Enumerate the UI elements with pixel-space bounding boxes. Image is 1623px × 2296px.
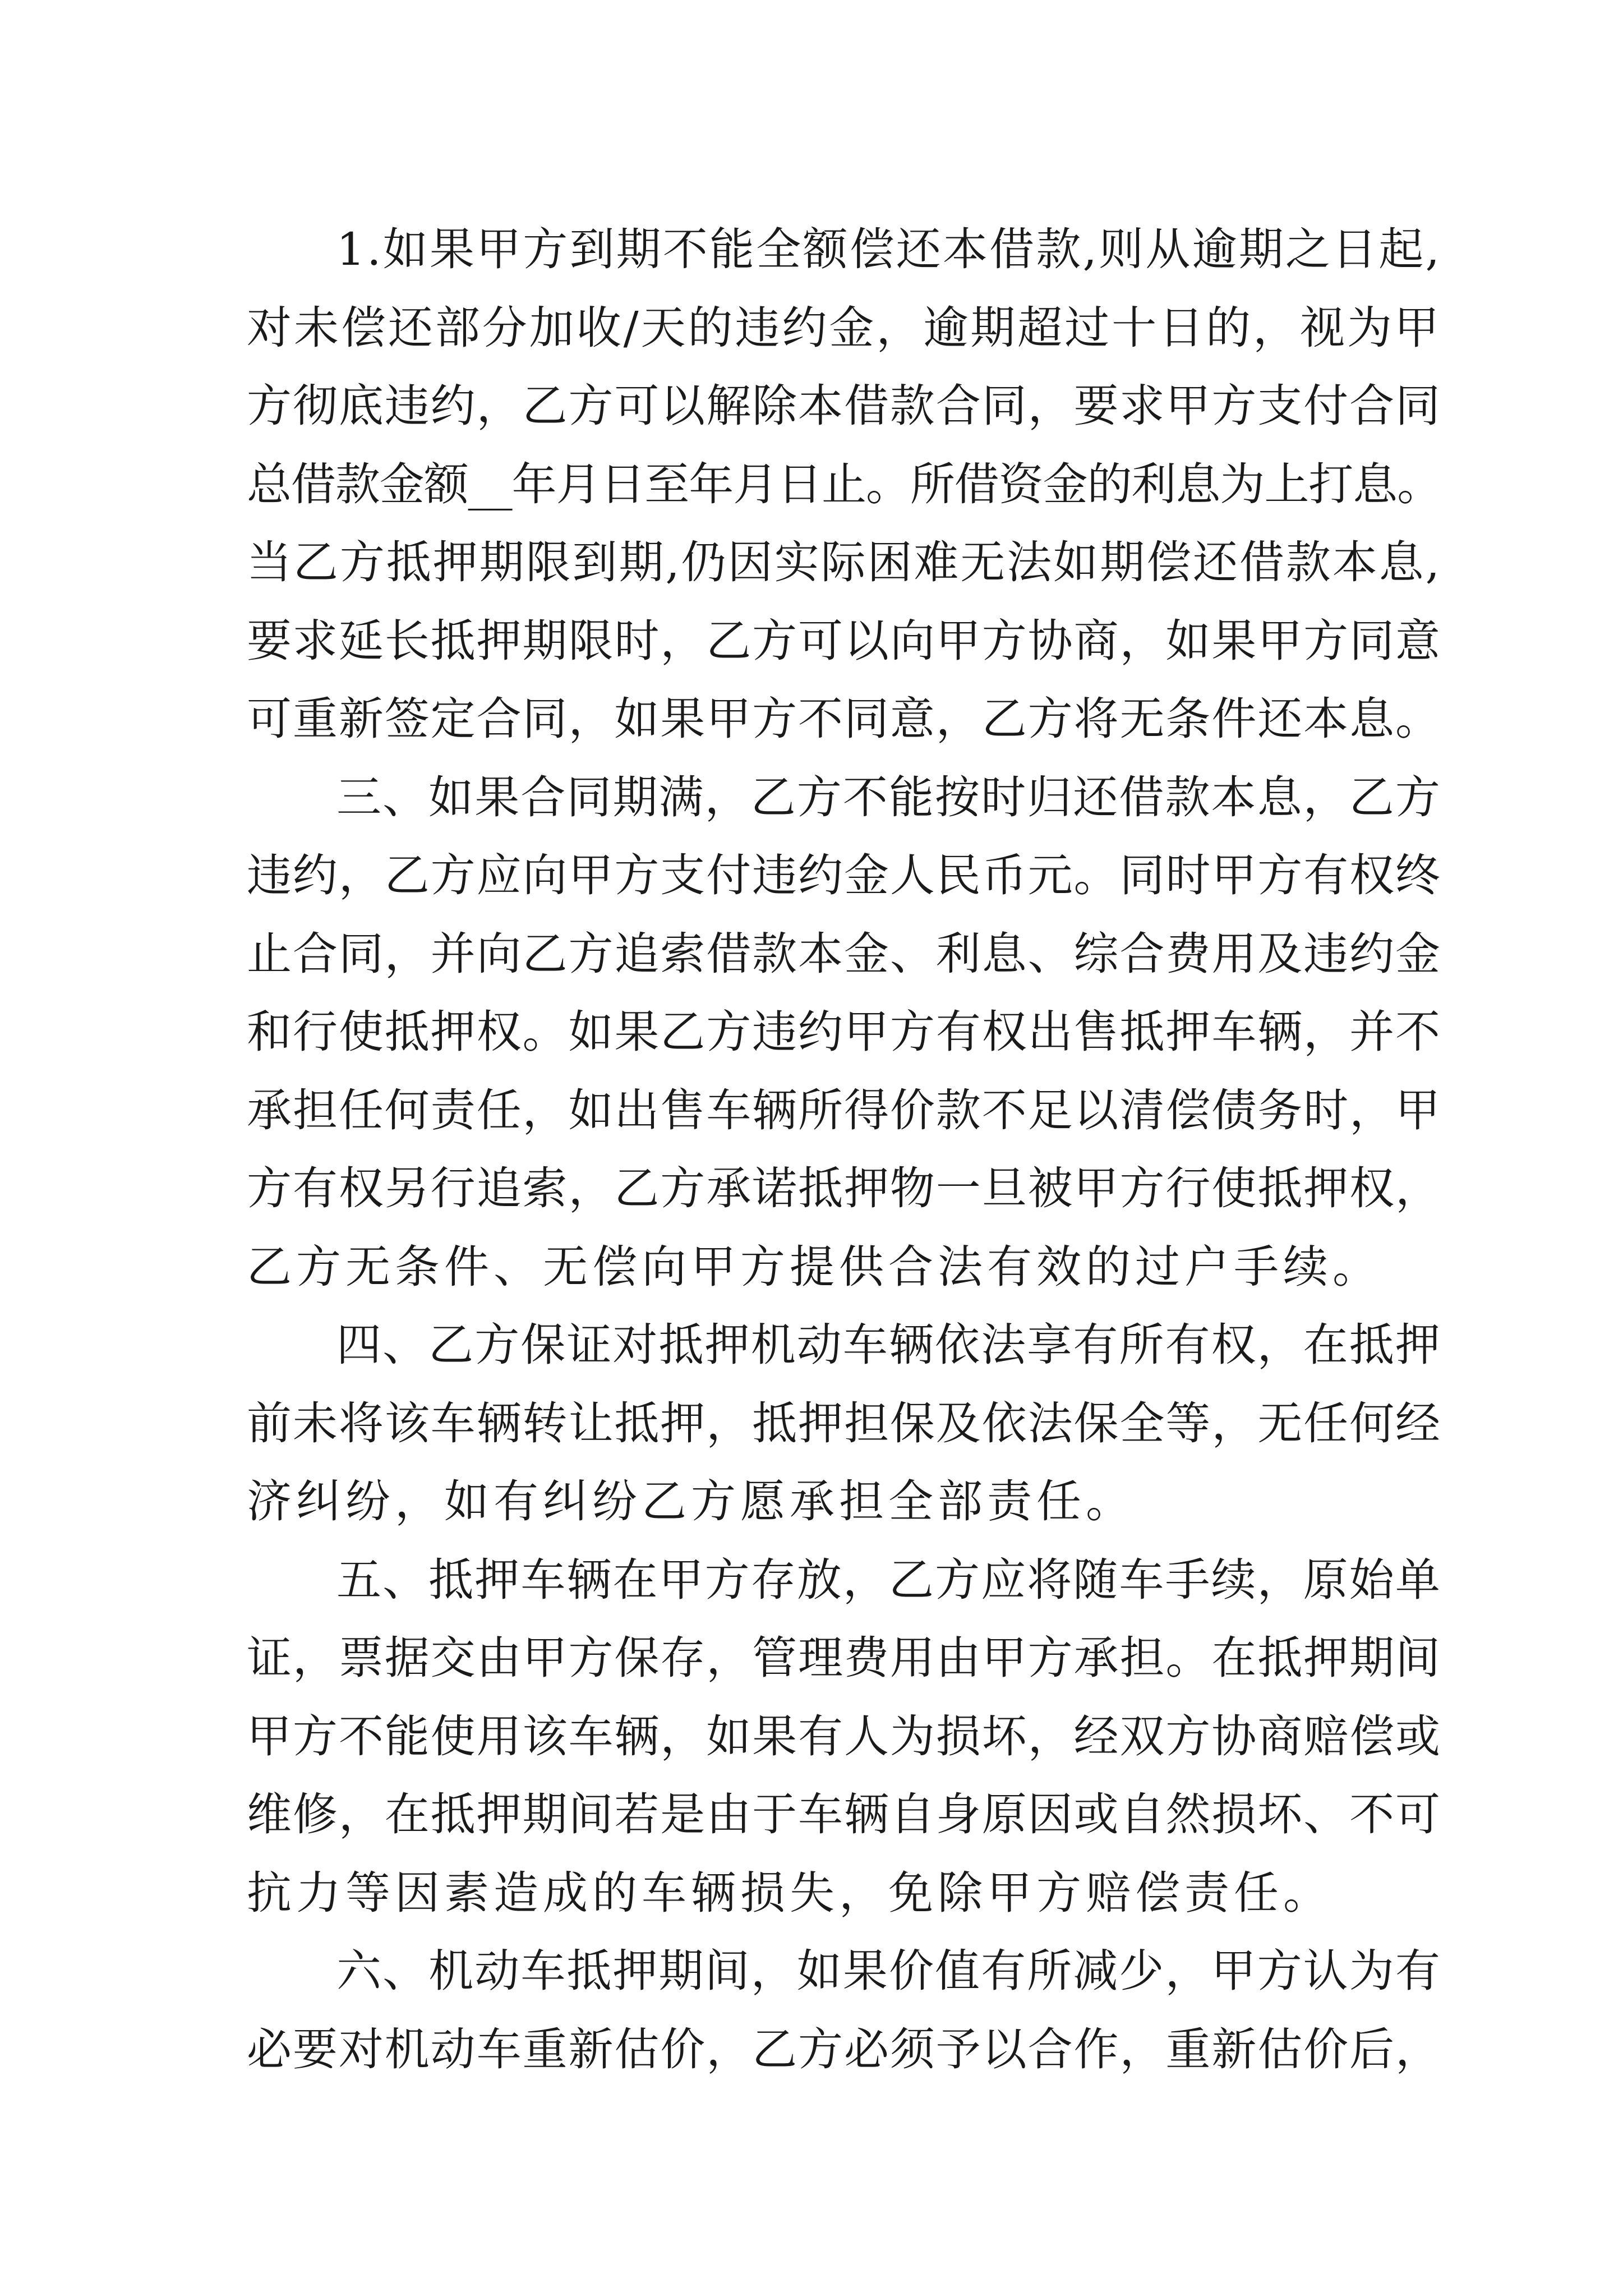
document-body	[247, 210, 1441, 2088]
paragraph-line: 方彻底违约，乙方可以解除本借款合同，要求甲方支付合同	[247, 380, 1441, 432]
paragraph-line: 五、抵押车辆在甲方存放，乙方应将随车手续，原始单	[336, 1553, 1441, 1606]
paragraph-line: 方有权另行追索，乙方承诺抵押物一旦被甲方行使抵押权，	[247, 1162, 1441, 1214]
paragraph-line: 当乙方抵押期限到期,仍因实际困难无法如期偿还借款本息,	[247, 536, 1441, 588]
paragraph-line: 1.如果甲方到期不能全额偿还本借款,则从逾期之日起,	[336, 223, 1442, 275]
paragraph-line: 违约，乙方应向甲方支付违约金人民币元。同时甲方有权终	[247, 849, 1441, 901]
paragraph-line: 三、如果合同期满，乙方不能按时归还借款本息，乙方	[336, 771, 1441, 823]
paragraph-line: 要求延长抵押期限时，乙方可以向甲方协商，如果甲方同意	[247, 614, 1441, 667]
paragraph-line: 可重新签定合同，如果甲方不同意，乙方将无条件还本息。	[247, 693, 1441, 745]
paragraph-line: 抗力等因素造成的车辆损失，免除甲方赔偿责任。	[247, 1866, 1332, 1919]
paragraph-line: 证，票据交由甲方保存，管理费用由甲方承担。在抵押期间	[247, 1632, 1441, 1684]
paragraph-line: 乙方无条件、无偿向甲方提供合法有效的过户手续。	[247, 1240, 1382, 1293]
paragraph-line: 和行使抵押权。如果乙方违约甲方有权出售抵押车辆，并不	[247, 1006, 1441, 1058]
paragraph-line: 前未将该车辆转让抵押，抵押担保及依法保全等，无任何经	[247, 1397, 1441, 1450]
paragraph-line: 四、乙方保证对抵押机动车辆依法享有所有权，在抵押	[336, 1319, 1441, 1371]
paragraph-line: 必要对机动车重新估价，乙方必须予以合作，重新估价后，	[247, 2023, 1441, 2076]
paragraph-line: 对未偿还部分加收/天的违约金，逾期超过十日的，视为甲	[247, 301, 1441, 354]
paragraph-line: 维修，在抵押期间若是由于车辆自身原因或自然损坏、不可	[247, 1788, 1441, 1841]
paragraph-line: 甲方不能使用该车辆，如果有人为损坏，经双方协商赔偿或	[247, 1710, 1441, 1763]
paragraph-line: 总借款金额__年月日至年月日止。所借资金的利息为上打息。	[247, 458, 1442, 510]
paragraph-line: 济纠纷，如有纠纷乙方愿承担全部责任。	[247, 1475, 1135, 1527]
paragraph-line: 承担任何责任，如出售车辆所得价款不足以清偿债务时，甲	[247, 1084, 1441, 1137]
paragraph-line: 六、机动车抵押期间，如果价值有所减少，甲方认为有	[336, 1945, 1441, 1997]
paragraph-line: 止合同，并向乙方追索借款本金、利息、综合费用及违约金	[247, 927, 1441, 980]
